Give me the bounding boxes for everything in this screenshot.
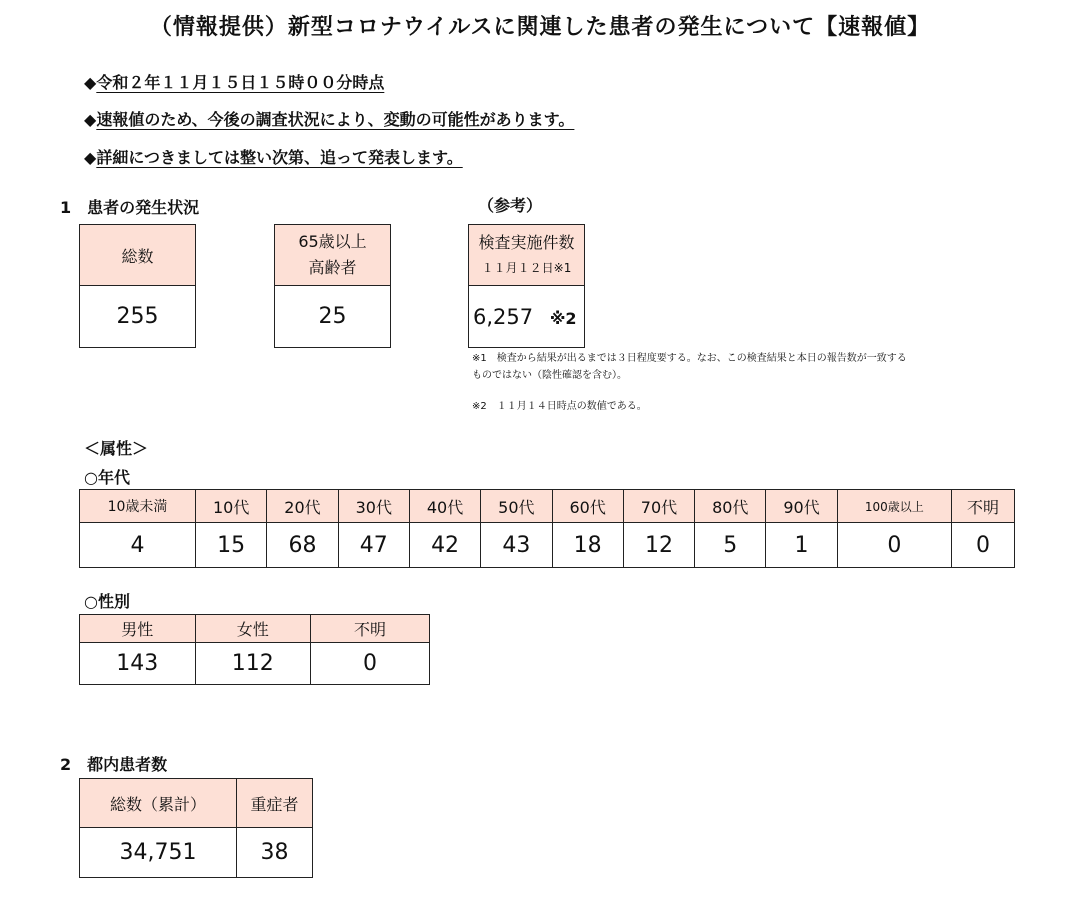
severe-label: 重症者 (237, 779, 313, 828)
age-header-cell: 70代 (623, 490, 694, 523)
age-header-cell: 20代 (267, 490, 338, 523)
age-header-cell: 90代 (766, 490, 837, 523)
footnote1-line2: ものではない（陰性確認を含む）。 (472, 370, 627, 381)
gender-value-row (80, 643, 430, 685)
age-value-cell: 18 (552, 523, 623, 568)
diamond-bullet: ◆ (84, 110, 97, 129)
gender-value-cell: 143 (80, 643, 196, 685)
age-value-cell: 68 (267, 523, 338, 568)
age-value-cell: 15 (196, 523, 267, 568)
age-header-cell: 10代 (196, 490, 267, 523)
gender-header-row (80, 615, 430, 643)
elderly-table (274, 224, 391, 348)
age-header-cell: 80代 (695, 490, 766, 523)
note-preliminary (84, 107, 574, 130)
gender-header-cell: 不明 (311, 615, 430, 643)
tests-value: 6,257 (473, 304, 534, 329)
gender-header-cell: 男性 (80, 615, 196, 643)
elderly-label (275, 225, 391, 286)
footnote1 (472, 350, 907, 384)
age-value-cell: 5 (695, 523, 766, 568)
cumulative-table (79, 778, 313, 878)
elderly-label-line1: 65歳以上 (298, 232, 367, 252)
total-label: 総数 (80, 225, 196, 286)
note-text: 速報値のため、今後の調査状況により、変動の可能性があります。 (96, 110, 575, 129)
note-text: 令和２年１１月１５日１５時００分時点 (96, 73, 385, 92)
gender-header-cell: 女性 (195, 615, 311, 643)
note-details (84, 145, 463, 168)
attributes-heading: ＜属性＞ (84, 439, 149, 458)
age-header-row (80, 490, 1015, 523)
age-value-cell: 47 (338, 523, 409, 568)
age-header-cell: 60代 (552, 490, 623, 523)
section1-heading: 1 患者の発生状況 (60, 198, 200, 217)
diamond-bullet: ◆ (84, 73, 97, 92)
tests-value-cell (469, 286, 585, 348)
age-header-cell: 50代 (481, 490, 552, 523)
age-header-cell: 不明 (951, 490, 1014, 523)
age-header-cell: 100歳以上 (837, 490, 951, 523)
age-header-cell: 30代 (338, 490, 409, 523)
footnote2: ※2 １１月１４日時点の数値である。 (472, 401, 647, 412)
elderly-value: 25 (275, 286, 391, 348)
footnote1-line1: ※1 検査から結果が出るまでは３日程度要する。なお、この検査結果と本日の報告数が一致する (472, 353, 907, 364)
page-title: （情報提供）新型コロナウイルスに関連した患者の発生について【速報値】 (149, 15, 931, 40)
age-value-cell: 43 (481, 523, 552, 568)
note-text: 詳細につきましては整い次第、追って発表します。 (96, 148, 463, 167)
gender-table (79, 614, 430, 685)
gender-heading: ○性別 (84, 592, 130, 611)
age-value-cell: 1 (766, 523, 837, 568)
cumulative-total-label: 総数（累計） (80, 779, 237, 828)
age-header-cell: 40代 (409, 490, 480, 523)
age-value-cell: 0 (951, 523, 1014, 568)
age-value-cell: 12 (623, 523, 694, 568)
diamond-bullet: ◆ (84, 148, 97, 167)
tests-date: １１月１２日※1 (481, 261, 572, 275)
age-value-cell: 0 (837, 523, 951, 568)
reference-heading: （参考） (478, 196, 543, 215)
section2-heading: 2 都内患者数 (60, 755, 168, 774)
tests-label-text: 検査実施件数 (478, 233, 575, 252)
note-timestamp (84, 70, 384, 93)
cumulative-total-value: 34,751 (80, 828, 237, 878)
tests-label (469, 225, 585, 286)
age-header-cell: 10歳未満 (80, 490, 196, 523)
age-table (79, 489, 1015, 568)
age-heading: ○年代 (84, 468, 130, 487)
age-value-row (80, 523, 1015, 568)
total-value: 255 (80, 286, 196, 348)
tests-mark: ※2 (549, 308, 577, 328)
severe-value: 38 (237, 828, 313, 878)
total-patients-table (79, 224, 196, 348)
gender-value-cell: 112 (195, 643, 311, 685)
tests-table (468, 224, 585, 348)
age-value-cell: 42 (409, 523, 480, 568)
gender-value-cell: 0 (311, 643, 430, 685)
age-value-cell: 4 (80, 523, 196, 568)
elderly-label-line2: 高齢者 (308, 258, 357, 277)
